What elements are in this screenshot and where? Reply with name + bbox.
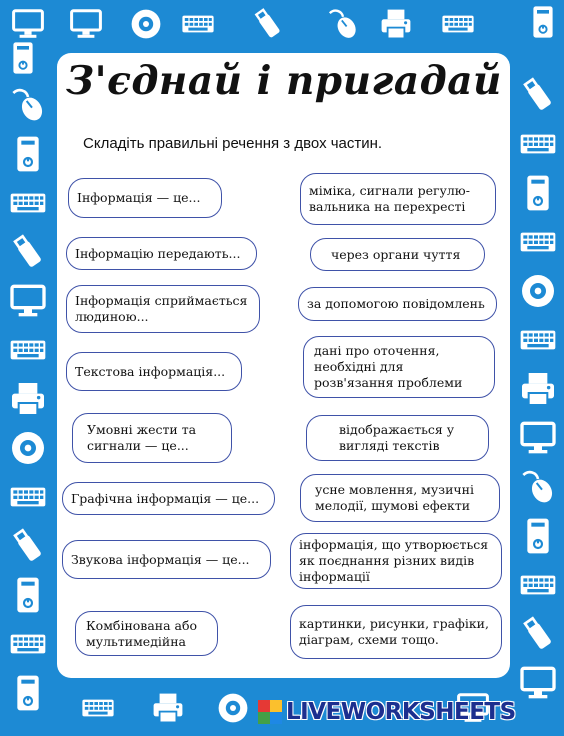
system-unit-icon: [518, 516, 558, 556]
system-unit-icon: [8, 673, 48, 713]
printer-icon: [518, 369, 558, 409]
system-unit-icon: [525, 4, 561, 40]
monitor-icon: [518, 663, 558, 703]
keyboard-icon: [8, 183, 48, 223]
usb-drive-icon: [518, 75, 558, 115]
keyboard-icon: [518, 222, 558, 262]
right-item-7[interactable]: інформація, що утворюється як поєднання різних видів інформації: [290, 533, 502, 589]
printer-icon: [8, 379, 48, 419]
system-unit-icon: [8, 575, 48, 615]
keyboard-icon: [518, 565, 558, 605]
monitor-icon: [10, 6, 46, 42]
keyboard-icon: [8, 624, 48, 664]
liveworksheets-watermark: [258, 697, 516, 727]
right-item-8[interactable]: картинки, рисунки, графіки, діаграм, схеми тощо.: [290, 605, 502, 659]
usb-drive-icon: [8, 526, 48, 566]
left-item-1[interactable]: Інформація — це...: [68, 178, 222, 218]
mouse-icon: [518, 467, 558, 507]
left-item-3[interactable]: Інформація сприймається людиною...: [66, 285, 260, 333]
disc-icon: [518, 271, 558, 311]
system-unit-icon: [5, 40, 41, 76]
worksheet-title: З'єднай і пригадай: [66, 58, 502, 104]
right-item-1[interactable]: міміка, сигнали регулю-вальника на перехресті: [300, 173, 496, 225]
left-item-5[interactable]: Умовні жести та сигнали — це...: [72, 413, 232, 463]
right-item-4[interactable]: дані про оточення, необхідні для розв'язання проблеми: [303, 336, 495, 398]
printer-icon: [150, 690, 186, 726]
monitor-icon: [518, 418, 558, 458]
liveworksheets-logo-icon: [258, 700, 282, 724]
keyboard-icon: [518, 124, 558, 164]
monitor-icon: [68, 6, 104, 42]
system-unit-icon: [8, 134, 48, 174]
left-item-4[interactable]: Текстова інформація...: [66, 352, 242, 391]
mouse-icon: [8, 85, 48, 125]
monitor-icon: [8, 281, 48, 321]
system-unit-icon: [518, 173, 558, 213]
left-item-2[interactable]: Інформацію передають...: [66, 237, 257, 270]
keyboard-icon: [180, 6, 216, 42]
left-item-6[interactable]: Графічна інформація — це...: [62, 482, 275, 515]
disc-icon: [8, 428, 48, 468]
usb-drive-icon: [8, 232, 48, 272]
right-item-3[interactable]: за допомогою повідомлень: [298, 287, 497, 321]
left-item-7[interactable]: Звукова інформація — це...: [62, 540, 271, 579]
worksheet-instruction: Складіть правильні речення з двох частин.: [83, 135, 383, 152]
keyboard-icon: [440, 6, 476, 42]
usb-drive-icon: [518, 614, 558, 654]
keyboard-icon: [80, 690, 116, 726]
keyboard-icon: [8, 477, 48, 517]
right-item-6[interactable]: усне мовлення, музичні мелодії, шумові ефекти: [300, 474, 500, 522]
keyboard-icon: [518, 320, 558, 360]
right-item-2[interactable]: через органи чуття: [310, 238, 485, 271]
disc-icon: [215, 690, 251, 726]
watermark-text: LIVEWORKSHEETS: [286, 699, 516, 725]
keyboard-icon: [8, 330, 48, 370]
usb-drive-icon: [250, 6, 286, 42]
left-item-8[interactable]: Комбінована або мультимедійна: [75, 611, 218, 656]
printer-icon: [378, 6, 414, 42]
right-item-5[interactable]: відображається у вигляді текстів: [306, 415, 489, 461]
mouse-icon: [325, 6, 361, 42]
disc-icon: [128, 6, 164, 42]
